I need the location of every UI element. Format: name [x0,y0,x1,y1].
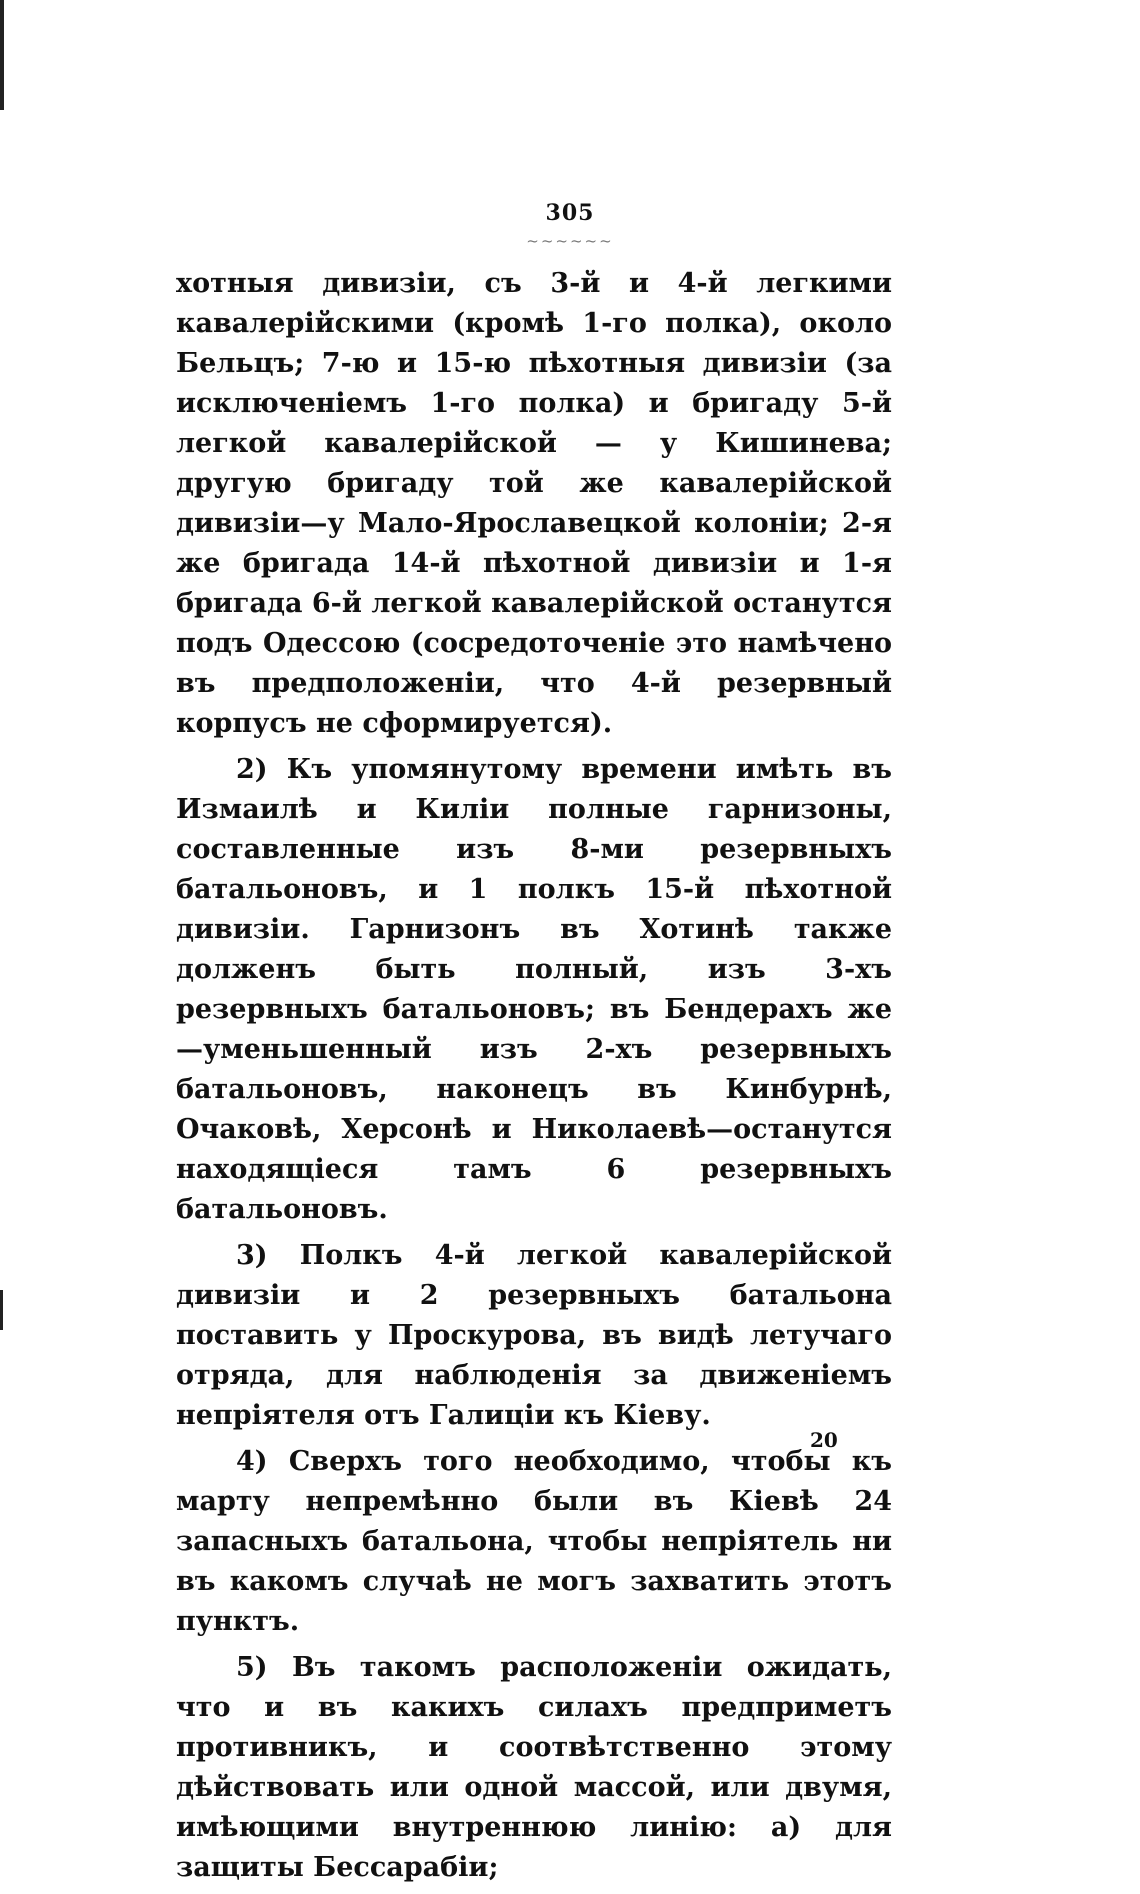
paragraph-continuation: хотныя дивизіи, съ 3-й и 4-й легкими кавалерійскими (кромѣ 1-го полка), около Бельцъ; 7-ю и 15-ю пѣхотныя дивизіи (за исключеніемъ 1-го полка) и бригаду 5-й легкой кавалерійской — у Кишинева; другую бригаду той же кавалерійской дивизіи—у Мало-Ярославецкой колоніи; 2-я же бригада 14-й пѣхотной дивизіи и 1-я бригада 6-й легкой кавалерійской останутся подъ Одессою (сосредоточеніе это намѣчено въ предположеніи, что 4-й резервный корпусъ не сформируется). [176,268,892,739]
page-number: 305 [545,200,595,226]
scan-edge-mark [0,0,4,110]
paragraph-item-3: 3) Полкъ 4-й легкой кавалерійской дивизіи и 2 резервныхъ батальона поставить у Проскурова, въ видѣ летучаго отряда, для наблюденія за движеніемъ непріятеля отъ Галиціи къ Кіеву. [176,1240,892,1431]
page-number-ornament: ~~~~~~ [526,232,614,250]
body-text [176,264,892,1894]
scan-edge-mark-lower [0,1290,3,1330]
paragraph-item-4: 4) Сверхъ того необходимо, чтобы къ марту непремѣнно были въ Кіевѣ 24 запасныхъ батальона, чтобы непріятель ни въ какомъ случаѣ не могъ захватить этотъ пунктъ. [176,1446,892,1637]
paragraph-item-5: 5) Въ такомъ расположеніи ожидать, что и въ какихъ силахъ предприметъ противникъ, и соотвѣтственно этому дѣйствовать или одной массой, или двумя, имѣющими внутреннюю линію: а) для защиты Бессарабіи; [176,1652,892,1883]
signature-mark: 20 [810,1428,838,1452]
paragraph-item-2: 2) Къ упомянутому времени имѣть въ Измаилѣ и Килiи полные гарнизоны, составленные изъ 8-ми резервныхъ батальоновъ, и 1 полкъ 15-й пѣхотной дивизіи. Гарнизонъ въ Хотинѣ также долженъ быть полный, изъ 3-хъ резервныхъ батальоновъ; въ Бендерахъ же—уменьшенный изъ 2-хъ резервныхъ батальоновъ, наконецъ въ Кинбурнѣ, Очаковѣ, Херсонѣ и Николаевѣ—останутся находящіеся тамъ 6 резервныхъ батальоновъ. [176,754,892,1225]
